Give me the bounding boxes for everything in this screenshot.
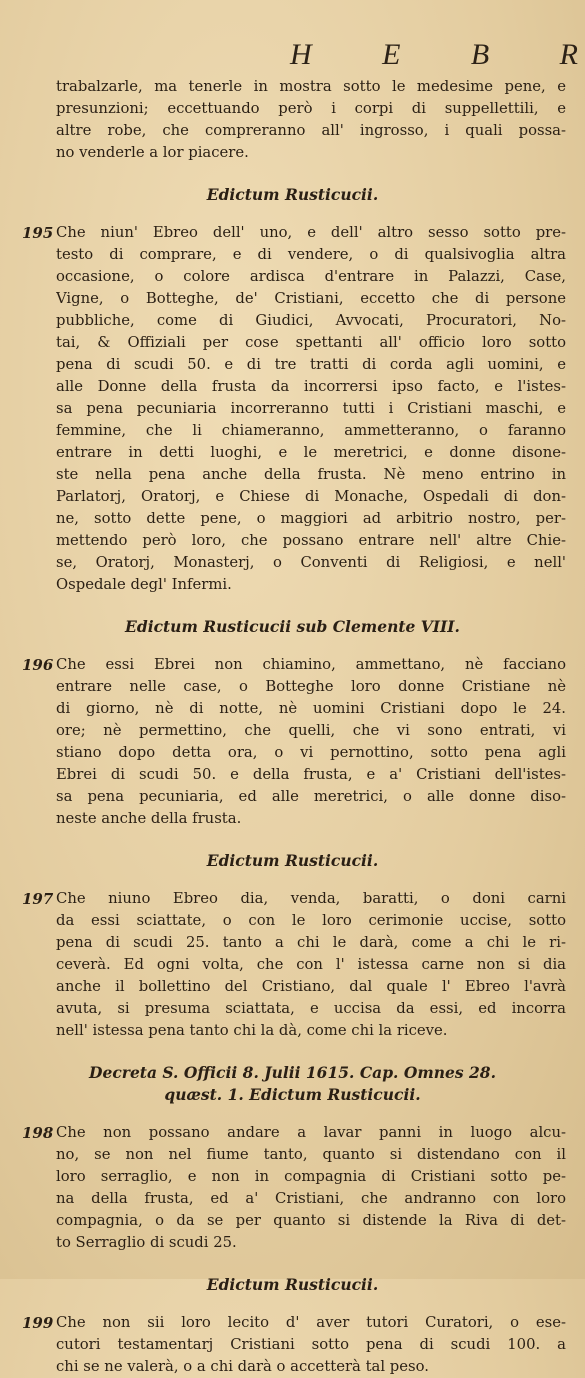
text-line: occasione, o colore ardisca d'entrare in Palazzi, Case, [56, 268, 566, 285]
text-line: nell' istessa pena tanto chi la dà, come chi la riceve. [56, 1022, 448, 1039]
text-line: Parlatorj, Oratorj, e Chiese di Monache, Ospedali di don- [56, 488, 566, 505]
text-line: neste anche della frusta. [56, 810, 242, 827]
text-line: testo di comprare, e di vendere, o di qualsivoglia altra [56, 246, 566, 263]
section-heading: Edictum Rusticucii. [206, 1275, 379, 1294]
running-head-letter: B [470, 38, 492, 71]
text-line: ore; nè permettino, che quelli, che vi sono entrati, vi [56, 722, 566, 739]
text-line: tai, & Offiziali per cose spettanti all' officio loro sotto [56, 334, 566, 351]
text-line: di giorno, nè di notte, nè uomini Cristiani dopo le 24. [56, 700, 566, 717]
text-line: no, se non nel fiume tanto, quanto si distendano con il [56, 1146, 566, 1163]
text-line: ne, sotto dette pene, o maggiori ad arbitrio nostro, per- [56, 510, 566, 527]
text-line: Che non possano andare a lavar panni in luogo alcu- [56, 1124, 566, 1141]
running-head-letter: R [559, 38, 580, 71]
text-line: trabalzarle, ma tenerle in mostra sotto le medesime pene, e [56, 78, 566, 95]
paragraph-number: 199 [22, 1314, 54, 1332]
text-line: chi se ne valerà, o a chi darà o accetterà tal peso. [56, 1358, 429, 1375]
text-line: se, Oratorj, Monasterj, o Conventi di Religiosi, e nell' [56, 554, 566, 571]
text-line: Che non sii loro lecito d' aver tutori Curatori, o ese- [56, 1314, 566, 1331]
text-line: compagnia, o da se per quanto si distende la Riva di det- [56, 1212, 566, 1229]
text-line: Che niuno Ebreo dia, venda, baratti, o doni carni [56, 890, 566, 907]
text-line: alle Donne della frusta da incorrersi ipso facto, e l'istes- [56, 378, 566, 395]
text-line: presunzioni; eccettuando però i corpi di suppellettili, e [56, 100, 566, 117]
text-line: entrare nelle case, o Botteghe loro donne Cristiane nè [56, 678, 566, 695]
text-line: da essi sciattate, o con le loro cerimonie uccise, sotto [56, 912, 566, 929]
text-line: loro serraglio, e non in compagnia di Cristiani sotto pe- [56, 1168, 566, 1185]
text-line: femmine, che li chiameranno, ammetteranno, o faranno [56, 422, 566, 439]
text-line: altre robe, che compreranno all' ingrosso, i quali possa- [56, 122, 566, 139]
paragraph-number: 196 [22, 656, 54, 674]
running-head [290, 38, 580, 72]
text-line: pena di scudi 25. tanto a chi le darà, come a chi le ri- [56, 934, 566, 951]
section-heading: Decreta S. Officii 8. Julii 1615. Cap. Omnes 28. [89, 1063, 496, 1082]
paragraph-number: 197 [22, 890, 54, 908]
text-line: sa pena pecuniaria incorreranno tutti i Cristiani maschi, e [56, 400, 566, 417]
text-line: ceverà. Ed ogni volta, che con l' istessa carne non si dia [56, 956, 566, 973]
text-line: no venderle a lor piacere. [56, 144, 249, 161]
text-line: pubbliche, come di Giudici, Avvocati, Procuratori, No- [56, 312, 566, 329]
text-line: Che essi Ebrei non chiamino, ammettano, nè facciano [56, 656, 566, 673]
running-head-letter: H [290, 38, 314, 71]
section-heading: Edictum Rusticucii. [206, 185, 379, 204]
section-heading: Edictum Rusticucii. [206, 851, 379, 870]
text-line: avuta, si presuma sciattata, e uccisa da essi, ed incorra [56, 1000, 566, 1017]
text-line: entrare in detti luoghi, e le meretrici, e donne disone- [56, 444, 566, 461]
section-heading-continued: quæst. 1. Edictum Rusticucii. [164, 1085, 421, 1104]
text-line: Vigne, o Botteghe, de' Cristiani, eccetto che di persone [56, 290, 566, 307]
text-line: sa pena pecuniaria, ed alle meretrici, o alle donne diso- [56, 788, 566, 805]
text-line: na della frusta, ed a' Cristiani, che andranno con loro [56, 1190, 566, 1207]
text-line: ste nella pena anche della frusta. Nè meno entrino in [56, 466, 566, 483]
text-line: pena di scudi 50. e di tre tratti di corda agli uomini, e [56, 356, 566, 373]
section-heading: Edictum Rusticucii sub Clemente VIII. [125, 617, 460, 636]
paragraph-number: 198 [22, 1124, 54, 1142]
paragraph-number: 195 [22, 224, 54, 242]
text-line: mettendo però loro, che possano entrare nell' altre Chie- [56, 532, 566, 549]
text-line: Ospedale degl' Infermi. [56, 576, 232, 593]
text-line: cutori testamentarj Cristiani sotto pena di scudi 100. a [56, 1336, 566, 1353]
text-line: stiano dopo detta ora, o vi pernottino, sotto pena agli [56, 744, 566, 761]
text-line: Ebrei di scudi 50. e della frusta, e a' Cristiani dell'istes- [56, 766, 566, 783]
text-line: to Serraglio di scudi 25. [56, 1234, 237, 1251]
running-head-letter: E [382, 38, 403, 71]
text-line: Che niun' Ebreo dell' uno, e dell' altro sesso sotto pre- [56, 224, 566, 241]
text-line: anche il bollettino del Cristiano, dal quale l' Ebreo l'avrà [56, 978, 566, 995]
